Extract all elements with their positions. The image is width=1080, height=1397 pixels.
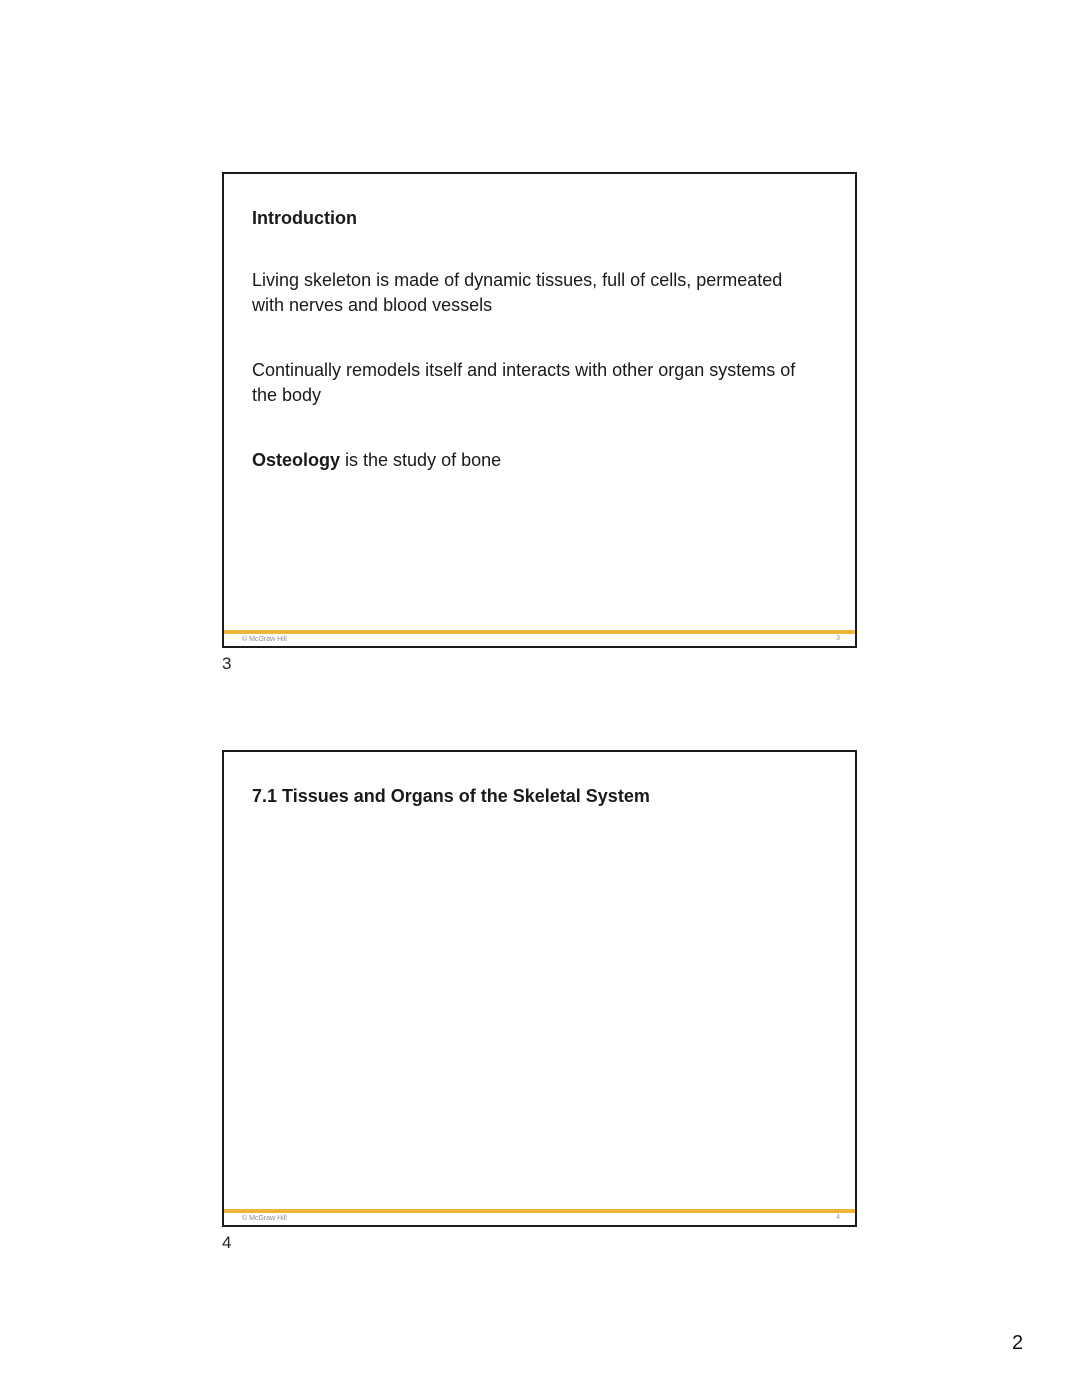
paragraph-text: is the study of bone <box>340 450 502 470</box>
slide-3-paragraph-3 <box>252 448 810 473</box>
slide-3-content <box>224 174 855 473</box>
slide-3-title: Introduction <box>252 208 357 228</box>
page-number: 2 <box>1012 1332 1024 1354</box>
gold-accent-bar <box>224 630 855 634</box>
slide-label-4: 4 <box>222 1233 232 1252</box>
slide-3 <box>222 172 857 648</box>
slide-4-title: 7.1 Tissues and Organs of the Skeletal System <box>252 786 650 806</box>
slide-3-paragraph-2 <box>252 358 810 408</box>
paragraph-bold-lead: Osteology <box>252 450 341 470</box>
slide-4 <box>222 750 857 1227</box>
slide-label-3: 3 <box>222 654 232 673</box>
paragraph-text: Living skeleton is made of dynamic tissues, full of cells, permeated with nerves and blood vessels <box>252 270 783 315</box>
slide-footer-number: 4 <box>836 1214 840 1221</box>
slide-footer-number: 3 <box>836 635 840 642</box>
gold-accent-bar <box>224 1209 855 1213</box>
paragraph-text: Continually remodels itself and interacts with other organ systems of the body <box>252 360 796 405</box>
copyright-text: © McGraw Hill <box>242 636 287 643</box>
slide-4-content <box>224 752 855 807</box>
copyright-text: © McGraw Hill <box>242 1215 287 1222</box>
slide-3-paragraph-1 <box>252 268 810 318</box>
